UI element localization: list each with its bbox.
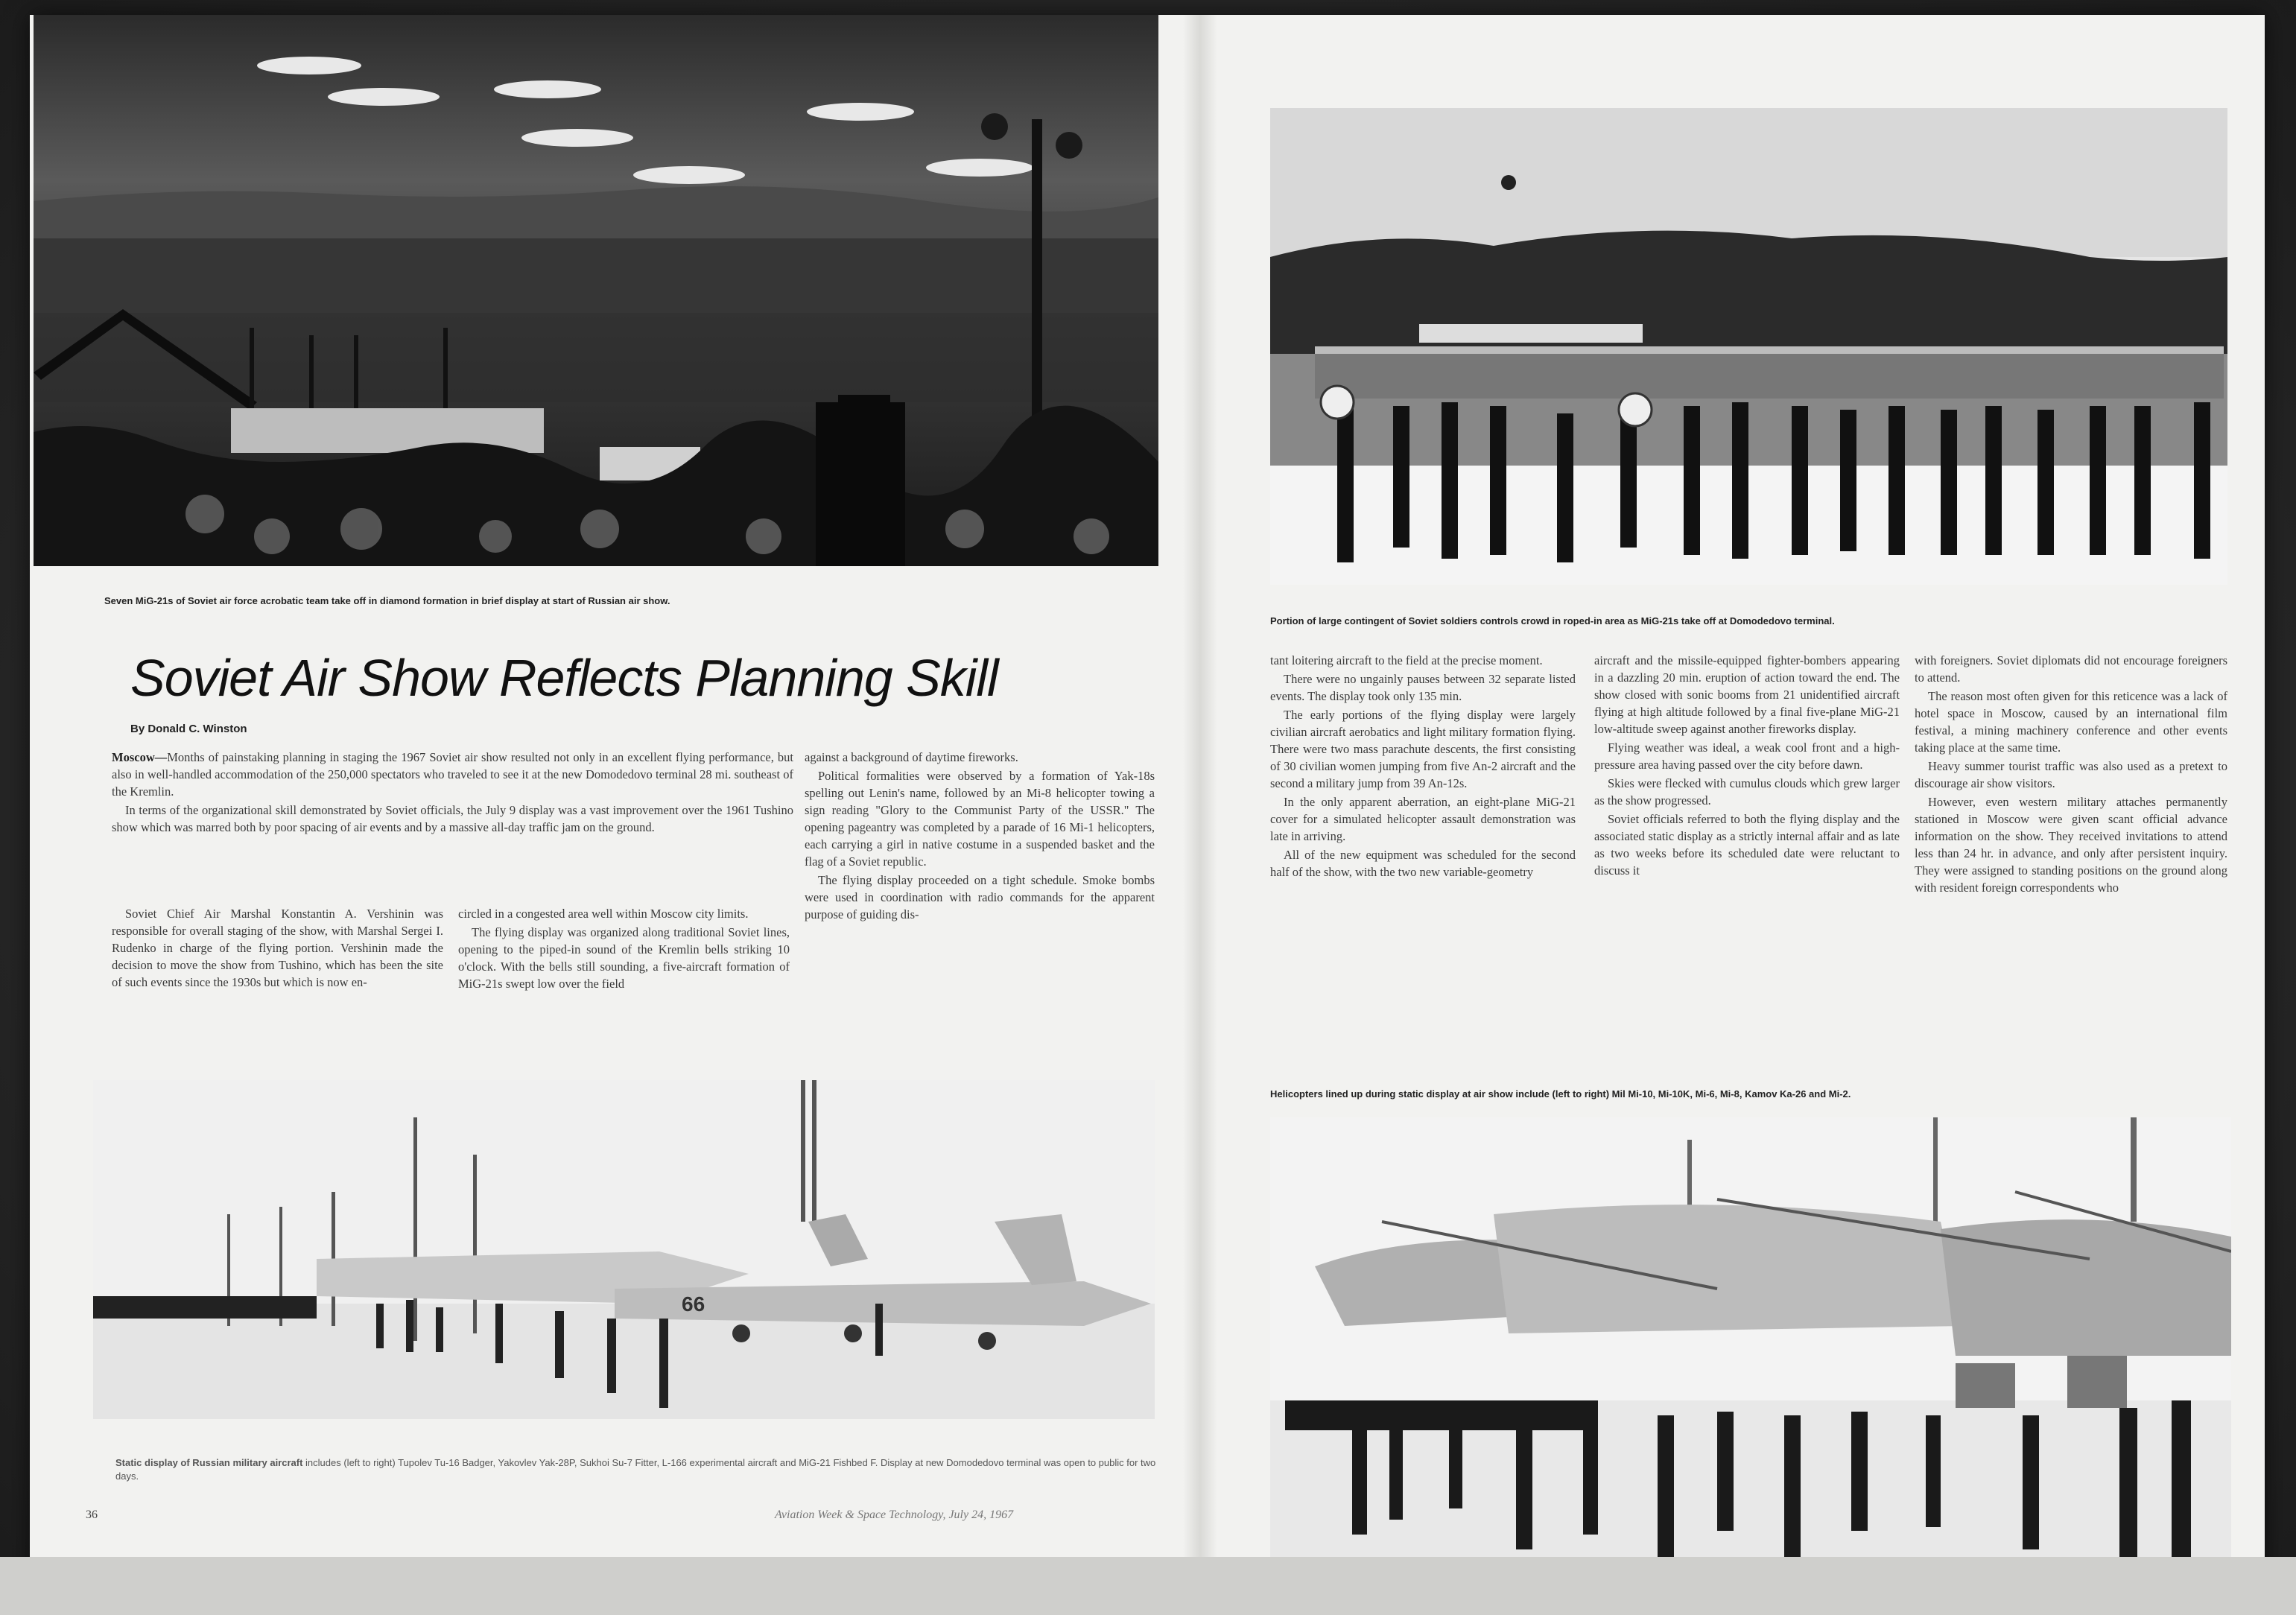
bottom-right-caption: Helicopters lined up during static display at air show include (left to right) Mil Mi-10, Mi-10K, Mi-6, Mi-8, Kamov Ka-26 and Mi-2. — [1270, 1088, 1851, 1100]
r-col3-p2: The reason most often given for this reticence was a lack of hotel space in Moscow, caused by an international film festival, a mining machinery conference and other events taking place at the same time. — [1915, 689, 2227, 755]
magazine-spread — [30, 15, 2265, 1579]
paragraph-2: In terms of the organizational skill demonstrated by Soviet officials, the July 9 display was a vast improvement over the 1961 Tushino show which was marred both by poor spacing of air events and by a massive all-day traffic jam on the ground. — [112, 803, 793, 834]
photo-soldiers-crowd — [1270, 108, 2227, 585]
photo-static-aircraft — [93, 1080, 1155, 1419]
right-column-2 — [1594, 652, 1900, 1076]
r-col3-p4: However, even western military attaches permanently stationed in Moscow were given scant official advance information on the show. They received invitations to attend less than 24 hr. in advance, and only after persistent inquiry. They were assigned to standing positions on the ground along with resident foreign correspondents who — [1915, 795, 2227, 895]
folio-line: Aviation Week & Space Technology, July 24, 1967 — [775, 1508, 1014, 1521]
r-col1-p2: There were no ungainly pauses between 32 separate listed events. The display took only 135 min. — [1270, 672, 1576, 703]
col3-paragraph-3: The flying display proceeded on a tight schedule. Smoke bombs were used in coordination with radio commands for the apparent purpose of guiding dis- — [805, 873, 1155, 921]
lead-paragraphs — [112, 749, 793, 916]
tail-number-66: 66 — [682, 1292, 705, 1316]
right-column-1 — [1270, 652, 1576, 1076]
lead-paragraph: Moscow—Months of painstaking planning in staging the 1967 Soviet air show resulted not only in an excellent flying performance, but also in well-handled accommodation of the 250,000 spectators who traveled to see it at the new Domodedovo terminal 28 mi. southeast of the Kremlin. — [112, 750, 793, 799]
r-col1-p1: tant loitering aircraft to the field at the precise moment. — [1270, 653, 1543, 667]
col3-paragraph-1: against a background of daytime fireworks. — [805, 750, 1018, 764]
r-col2-p3: Skies were flecked with cumulus clouds which grew larger as the show progressed. — [1594, 776, 1900, 808]
r-col3-p3: Heavy summer tourist traffic was also used as a pretext to discourage air show visitors. — [1915, 759, 2227, 790]
bottom-left-caption: Static display of Russian military aircraft includes (left to right) Tupolev Tu-16 Badger, Yakovlev Yak-28P, Sukhoi Su-7 Fitter, L-166 experimental aircraft and MiG-21 Fishbed F. Display at new Domodedovo terminal was open to public for two days. — [115, 1457, 1156, 1482]
byline: By Donald C. Winston — [130, 723, 247, 735]
col2-paragraph-2: The flying display was organized along traditional Soviet lines, opening to the piped-in sound of the Kremlin bells striking 10 o'clock. With the bells still sounding, a five-aircraft formation of MiG-21s swept low over the field — [458, 925, 790, 991]
col1-paragraph: Soviet Chief Air Marshal Konstantin A. Vershinin was responsible for overall staging of the show, with Marshal Sergei I. Rudenko in charge of the flying portion. Vershinin made the decision to move the show from Tushino, which has been the site of such events since the 1930s but which is now en- — [112, 907, 443, 989]
left-column-2 — [458, 905, 790, 1073]
right-column-3 — [1915, 652, 2227, 1076]
r-col1-p4: In the only apparent aberration, an eight-plane MiG-21 cover for a simulated helicopter assault demonstration was late in arriving. — [1270, 795, 1576, 843]
photo-helicopters — [1270, 1117, 2231, 1564]
viewer-bottom-strip — [0, 1557, 2296, 1615]
r-col2-p1: aircraft and the missile-equipped fighter-bombers appearing in a dazzling 20 min. eruption of action toward the end. The show closed with sonic booms from 21 unidentified aircraft flying at high altitude followed by a final five-plane MiG-21 low-altitude sweep against another fireworks display. — [1594, 653, 1900, 736]
photo-mig21-formation — [34, 15, 1158, 566]
left-column-1 — [112, 905, 443, 1073]
r-col2-p2: Flying weather was ideal, a weak cool front and a high-pressure area having passed over the city before dawn. — [1594, 740, 1900, 772]
r-col1-p3: The early portions of the flying display were largely civilian aircraft aerobatics and light military formation flying. There were two mass parachute descents, the first consisting of 30 civilian women jumping from five An-2 aircraft and the second a military jump from 39 An-12s. — [1270, 708, 1576, 790]
r-col1-p5: All of the new equipment was scheduled for the second half of the show, with the two new variable-geometry — [1270, 848, 1576, 879]
page-gutter — [1183, 15, 1217, 1579]
article-headline: Soviet Air Show Reflects Planning Skill — [130, 649, 998, 707]
page-number: 36 — [86, 1508, 98, 1521]
top-right-caption: Portion of large contingent of Soviet soldiers controls crowd in roped-in area as MiG-21s take off at Domodedovo terminal. — [1270, 615, 1835, 626]
left-column-3 — [805, 749, 1155, 1073]
col3-paragraph-2: Political formalities were observed by a formation of Yak-18s spelling out Lenin's name, followed by an Mi-8 helicopter towing a sign reading "Glory to the Communist Party of the USSR." The opening pageantry was completed by a parade of 16 Mi-1 helicopters, each carrying a girl in native costume in a suspended basket and the flag of a Soviet republic. — [805, 769, 1155, 869]
top-left-caption: Seven MiG-21s of Soviet air force acrobatic team take off in diamond formation in brief display at start of Russian air show. — [104, 595, 670, 606]
r-col2-p4: Soviet officials referred to both the flying display and the associated static display as a strictly internal affair and as late as two weeks before its scheduled date were reluctant to discuss it — [1594, 812, 1900, 878]
r-col3-p1: with foreigners. Soviet diplomats did not encourage foreigners to attend. — [1915, 653, 2227, 685]
col2-paragraph-1: circled in a congested area well within Moscow city limits. — [458, 907, 749, 921]
